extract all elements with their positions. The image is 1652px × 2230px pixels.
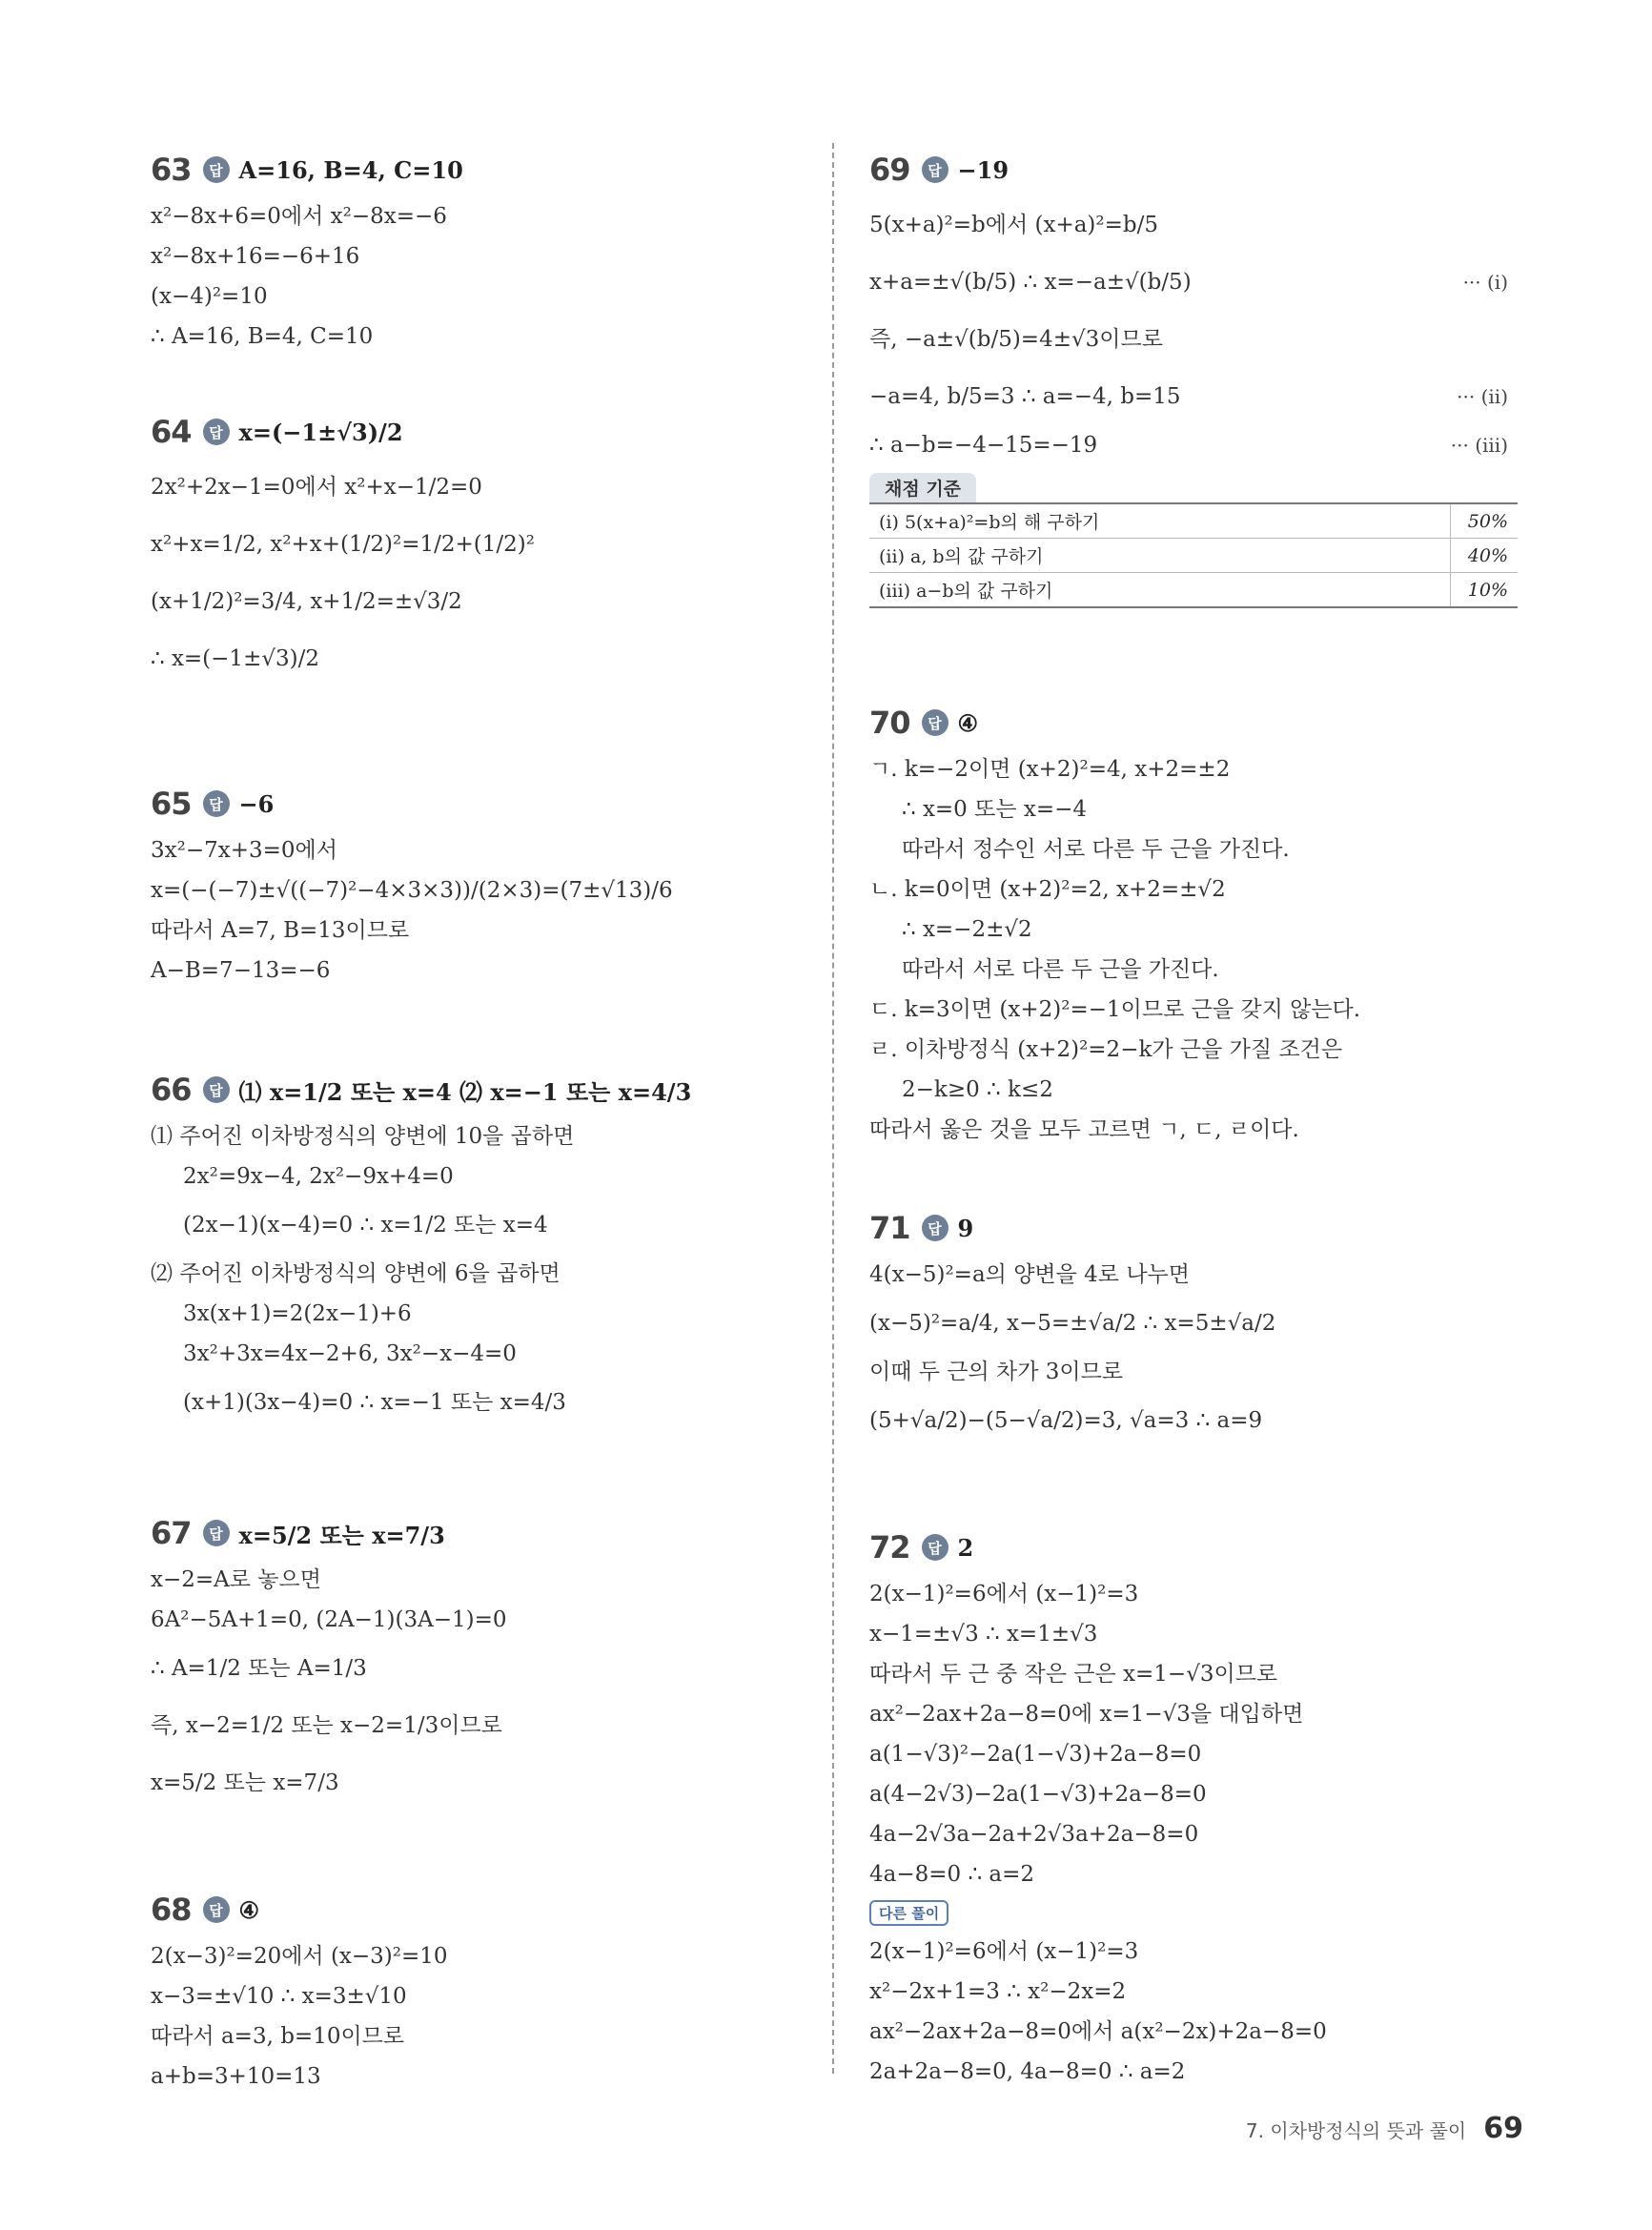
solution-line: x²+x=1/2, x²+x+(1/2)²=1/2+(1/2)² bbox=[151, 532, 535, 557]
step-tag: ··· (i) bbox=[1462, 271, 1508, 294]
answer-badge: 답 bbox=[922, 156, 948, 183]
answer-badge: 답 bbox=[203, 419, 230, 445]
problem-number: 64 bbox=[151, 414, 192, 450]
solution-line: x−3=±√10 ∴ x=3±√10 bbox=[151, 1984, 407, 2009]
solution-line: (x−5)²=a/4, x−5=±√a/2 ∴ x=5±√a/2 bbox=[869, 1311, 1276, 1336]
grading-percent: 50% bbox=[1451, 503, 1519, 539]
solution-line bbox=[869, 425, 1518, 465]
solution-line: ∴ A=16, B=4, C=10 bbox=[151, 324, 374, 349]
problem-number: 69 bbox=[869, 152, 910, 188]
solution-line: a(4−2√3)−2a(1−√3)+2a−8=0 bbox=[869, 1782, 1207, 1807]
solution-line: ax²−2ax+2a−8=0에 x=1−√3을 대입하면 bbox=[869, 1702, 1304, 1727]
grading-item: (i) 5(x+a)²=b의 해 구하기 bbox=[869, 503, 1451, 539]
solution-line: 2x²=9x−4, 2x²−9x+4=0 bbox=[183, 1164, 454, 1189]
table-row bbox=[869, 539, 1518, 573]
solution-line: ∴ x=−2±√2 bbox=[902, 917, 1032, 942]
solution-line: 즉, −a±√(b/5)=4±√3이므로 bbox=[869, 327, 1163, 352]
solution-line: 따라서 a=3, b=10이므로 bbox=[151, 2024, 405, 2049]
answer-text: ⑴ x=1/2 또는 x=4 ⑵ x=−1 또는 x=4/3 bbox=[238, 1077, 692, 1106]
problem-64 bbox=[151, 405, 818, 687]
grading-percent: 10% bbox=[1451, 573, 1519, 608]
solution-text: −a=4, b/5=3 ∴ a=−4, b=15 bbox=[869, 384, 1181, 409]
grading-percent: 40% bbox=[1451, 539, 1519, 573]
grading-label: 채점 기준 bbox=[869, 473, 976, 502]
solution-line: (2x−1)(x−4)=0 ∴ x=1/2 또는 x=4 bbox=[183, 1213, 548, 1238]
answer-badge: 답 bbox=[203, 1520, 230, 1546]
answer-badge: 답 bbox=[203, 1896, 230, 1923]
solution-text: ∴ a−b=−4−15=−19 bbox=[869, 433, 1098, 458]
solution-line: 4a−8=0 ∴ a=2 bbox=[869, 1862, 1035, 1887]
problem-66 bbox=[151, 1063, 818, 1431]
solution-line: ∴ A=1/2 또는 A=1/3 bbox=[151, 1656, 367, 1681]
solution-line: x=5/2 또는 x=7/3 bbox=[151, 1770, 339, 1795]
problem-number: 72 bbox=[869, 1529, 910, 1565]
solution-line: ∴ x=0 또는 x=−4 bbox=[902, 797, 1088, 822]
alternative-solution-label: 다른 풀이 bbox=[869, 1900, 948, 1926]
grading-item: (ii) a, b의 값 구하기 bbox=[869, 539, 1451, 573]
solution-line bbox=[869, 368, 1518, 425]
solution-text: x+a=±√(b/5) ∴ x=−a±√(b/5) bbox=[869, 270, 1192, 295]
problem-number: 65 bbox=[151, 786, 192, 822]
solution-line: 따라서 A=7, B=13이므로 bbox=[151, 918, 410, 943]
solution-line: x²−2x+1=3 ∴ x²−2x=2 bbox=[869, 1979, 1127, 2004]
chapter-title: 7. 이차방정식의 뜻과 풀이 bbox=[1245, 2119, 1467, 2142]
problem-number: 71 bbox=[869, 1210, 910, 1246]
answer-text: −6 bbox=[238, 789, 275, 818]
problem-63 bbox=[151, 143, 818, 357]
problem-67 bbox=[151, 1506, 818, 1811]
solution-line: a(1−√3)²−2a(1−√3)+2a−8=0 bbox=[869, 1742, 1202, 1767]
solution-line: A−B=7−13=−6 bbox=[151, 958, 331, 983]
answer-badge: 답 bbox=[203, 790, 230, 817]
solution-line: 4a−2√3a−2a+2√3a+2a−8=0 bbox=[869, 1822, 1199, 1847]
solution-line: 즉, x−2=1/2 또는 x−2=1/3이므로 bbox=[151, 1713, 502, 1738]
table-row bbox=[869, 573, 1518, 608]
answer-badge: 답 bbox=[922, 1215, 948, 1241]
solution-line: 2(x−3)²=20에서 (x−3)²=10 bbox=[151, 1944, 448, 1969]
solution-line: 이때 두 근의 차가 3이므로 bbox=[869, 1360, 1124, 1384]
step-tag: ··· (ii) bbox=[1457, 385, 1508, 408]
answer-badge: 답 bbox=[203, 156, 230, 183]
solution-line: (x−4)²=10 bbox=[151, 284, 268, 309]
problem-number: 67 bbox=[151, 1515, 192, 1551]
problem-72 bbox=[869, 1521, 1518, 2092]
column-divider bbox=[832, 143, 834, 2074]
solution-line: 3x²−7x+3=0에서 bbox=[151, 838, 337, 863]
solution-line: ㄱ. k=−2이면 (x+2)²=4, x+2=±2 bbox=[869, 757, 1231, 782]
problem-71 bbox=[869, 1201, 1518, 1449]
grading-table bbox=[869, 502, 1518, 608]
solution-line: 따라서 정수인 서로 다른 두 근을 가진다. bbox=[902, 837, 1290, 862]
solution-line: ⑴ 주어진 이차방정식의 양변에 10을 곱하면 bbox=[151, 1124, 575, 1149]
answer-text: A=16, B=4, C=10 bbox=[238, 155, 463, 184]
solution-line: 따라서 옳은 것을 모두 고르면 ㄱ, ㄷ, ㄹ이다. bbox=[869, 1117, 1299, 1142]
solution-line: ㄴ. k=0이면 (x+2)²=2, x+2=±√2 bbox=[869, 877, 1226, 902]
solution-line bbox=[869, 254, 1518, 311]
solution-line: ∴ x=(−1±√3)/2 bbox=[151, 646, 319, 671]
solution-line: a+b=3+10=13 bbox=[151, 2064, 321, 2089]
solution-line: x²−8x+16=−6+16 bbox=[151, 244, 360, 269]
solution-line: 2(x−1)²=6에서 (x−1)²=3 bbox=[869, 1582, 1139, 1606]
solution-line: 2x²+2x−1=0에서 x²+x−1/2=0 bbox=[151, 475, 482, 500]
table-row bbox=[869, 503, 1518, 539]
grading-item: (iii) a−b의 값 구하기 bbox=[869, 573, 1451, 608]
problem-70 bbox=[869, 696, 1518, 1150]
solution-line: x−1=±√3 ∴ x=1±√3 bbox=[869, 1622, 1098, 1647]
problem-65 bbox=[151, 777, 818, 991]
answer-text: 9 bbox=[957, 1214, 974, 1242]
solution-line: 2(x−1)²=6에서 (x−1)²=3 bbox=[869, 1939, 1139, 1964]
solution-line: 3x(x+1)=2(2x−1)+6 bbox=[183, 1301, 412, 1326]
problem-68 bbox=[151, 1883, 818, 2097]
solution-line: 5(x+a)²=b에서 (x+a)²=b/5 bbox=[869, 213, 1158, 237]
answer-badge: 답 bbox=[203, 1076, 230, 1103]
problem-number: 63 bbox=[151, 152, 192, 188]
answer-badge: 답 bbox=[922, 1534, 948, 1561]
problem-number: 68 bbox=[151, 1892, 192, 1928]
solution-line: ㄷ. k=3이면 (x+2)²=−1이므로 근을 갖지 않는다. bbox=[869, 997, 1361, 1022]
solution-line: (x+1)(3x−4)=0 ∴ x=−1 또는 x=4/3 bbox=[183, 1390, 566, 1415]
answer-text: 2 bbox=[957, 1533, 974, 1562]
solution-line: 2a+2a−8=0, 4a−8=0 ∴ a=2 bbox=[869, 2059, 1186, 2084]
page-number: 69 bbox=[1483, 2112, 1523, 2145]
solution-line: 2−k≥0 ∴ k≤2 bbox=[902, 1077, 1053, 1102]
solution-line: 4(x−5)²=a의 양변을 4로 나누면 bbox=[869, 1262, 1190, 1287]
solution-line: 따라서 서로 다른 두 근을 가진다. bbox=[902, 957, 1219, 982]
solution-line: 따라서 두 근 중 작은 근은 x=1−√3이므로 bbox=[869, 1662, 1278, 1687]
grading-criteria bbox=[869, 473, 1518, 608]
solution-line: ax²−2ax+2a−8=0에서 a(x²−2x)+2a−8=0 bbox=[869, 2019, 1327, 2044]
solution-line: 3x²+3x=4x−2+6, 3x²−x−4=0 bbox=[183, 1341, 517, 1366]
answer-text: ④ bbox=[957, 708, 979, 737]
solution-line: ㄹ. 이차방정식 (x+2)²=2−k가 근을 가질 조건은 bbox=[869, 1037, 1343, 1062]
answer-text: x=(−1±√3)/2 bbox=[238, 418, 403, 446]
problem-number: 66 bbox=[151, 1072, 192, 1108]
page-footer bbox=[1246, 2112, 1523, 2145]
problem-number: 70 bbox=[869, 705, 910, 741]
answer-text: ④ bbox=[238, 1895, 260, 1924]
answer-text: x=5/2 또는 x=7/3 bbox=[238, 1521, 445, 1549]
solution-line: x−2=A로 놓으면 bbox=[151, 1567, 321, 1592]
answer-text: −19 bbox=[957, 155, 1010, 184]
step-tag: ··· (iii) bbox=[1450, 434, 1508, 457]
answer-badge: 답 bbox=[922, 709, 948, 736]
solution-line: (x+1/2)²=3/4, x+1/2=±√3/2 bbox=[151, 589, 462, 614]
problem-69 bbox=[869, 143, 1518, 608]
solution-line: ⑵ 주어진 이차방정식의 양변에 6을 곱하면 bbox=[151, 1261, 561, 1286]
solution-line: (5+√a/2)−(5−√a/2)=3, √a=3 ∴ a=9 bbox=[869, 1408, 1263, 1433]
solution-line: x=(−(−7)±√((−7)²−4×3×3))/(2×3)=(7±√13)/6 bbox=[151, 878, 673, 903]
solution-line: 6A²−5A+1=0, (2A−1)(3A−1)=0 bbox=[151, 1607, 507, 1632]
solution-line: x²−8x+6=0에서 x²−8x=−6 bbox=[151, 204, 447, 229]
